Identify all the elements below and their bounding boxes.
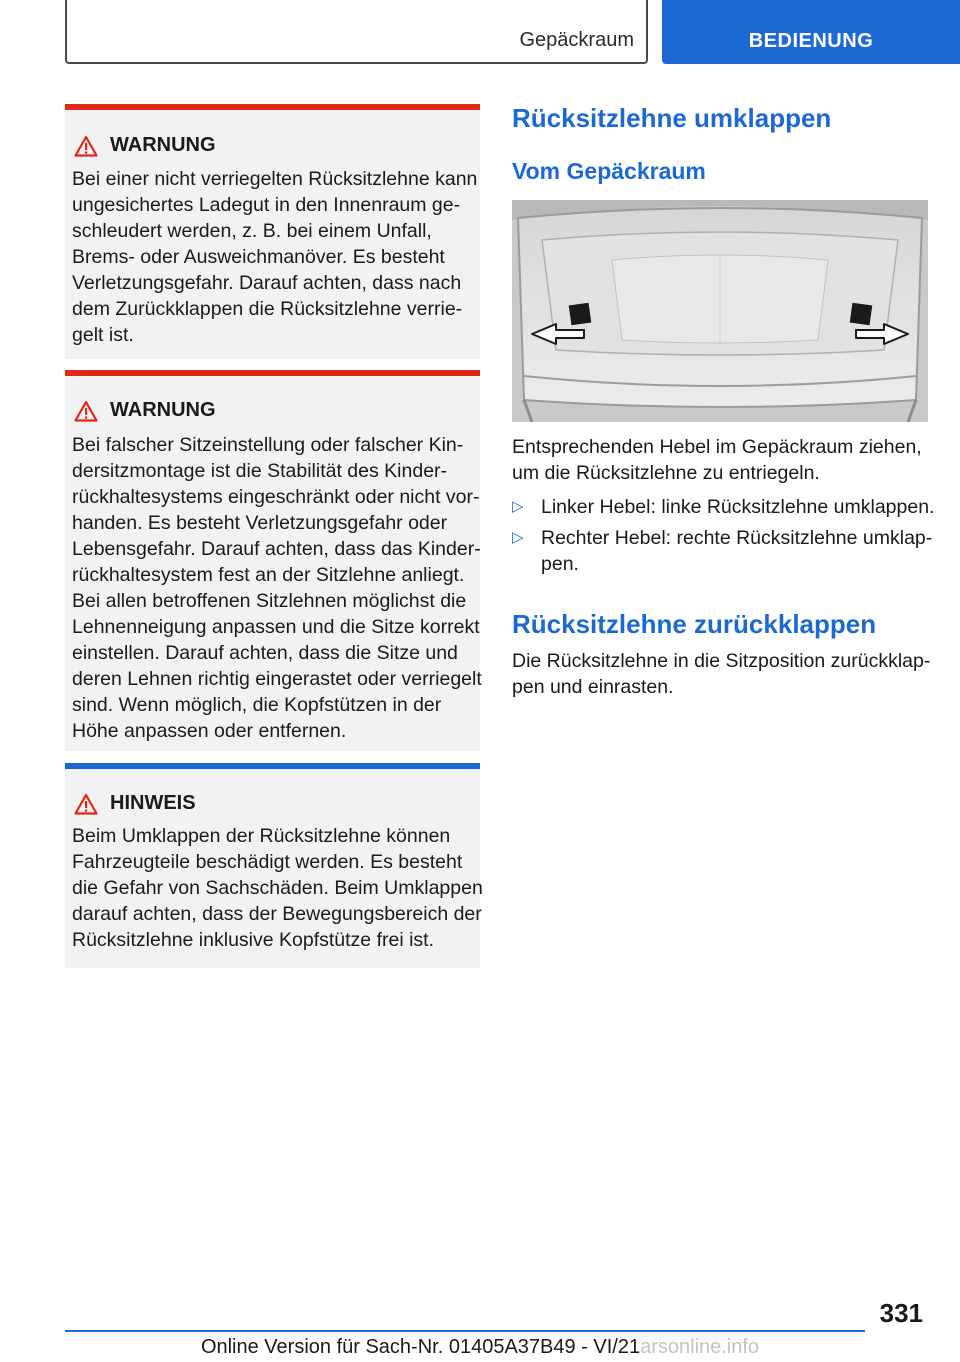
text-line: um die Rücksitzlehne zu entriegeln. — [512, 462, 820, 484]
text-line: Entsprechenden Hebel im Gepäckraum ziehen, — [512, 436, 922, 458]
notice-text — [72, 823, 482, 953]
warning-box-1 — [65, 104, 480, 359]
warning-triangle-icon — [74, 400, 98, 422]
notice-box — [65, 763, 483, 968]
section-text — [512, 648, 932, 700]
warning-title — [74, 399, 216, 422]
text-line: einstellen. Darauf achten, dass die Sitze und — [72, 642, 458, 664]
warning-title — [74, 134, 216, 157]
text-line: handen. Es besteht Verletzungsgefahr oder — [72, 512, 448, 534]
bullet-text — [541, 494, 934, 520]
warning-bar — [65, 104, 480, 110]
triangle-bullet-icon: ▷ — [512, 498, 524, 515]
text-line: Die Rücksitzlehne in die Sitzposition zurückklap- — [512, 650, 931, 672]
notice-bar — [65, 763, 480, 769]
text-line: deren Lehnen richtig eingerastet oder verriegelt — [72, 668, 482, 690]
text-line: Bei allen betroffenen Sitzlehnen möglichst die — [72, 590, 467, 612]
text-line: pen und einrasten. — [512, 676, 674, 698]
notice-label: HINWEIS — [110, 792, 196, 814]
text-line: rückhaltesystem fest an der Sitzlehne anliegt. — [72, 564, 465, 586]
warning-text — [72, 166, 482, 348]
warning-triangle-icon — [74, 135, 98, 157]
warning-box-2 — [65, 370, 480, 751]
header-section-title: Gepäckraum — [519, 29, 634, 51]
page-number: 331 — [879, 1298, 923, 1328]
text-line: Fahrzeugteile beschädigt werden. Es besteht — [72, 851, 463, 873]
text-line: Bei falscher Sitzeinstellung oder falscher Kin- — [72, 434, 464, 456]
warning-label: WARNUNG — [110, 134, 216, 156]
footer-line — [0, 1336, 960, 1359]
notice-triangle-icon — [74, 793, 98, 815]
section-heading-fold: Rücksitzlehne umklappen — [512, 103, 832, 133]
text-line: Linker Hebel: linke Rücksitzlehne umklappen. — [541, 496, 935, 518]
text-line: die Gefahr von Sachschäden. Beim Umklappen — [72, 877, 483, 899]
text-line: schleudert werden, z. B. bei einem Unfall, — [72, 220, 432, 242]
footer-text: Online Version für Sach-Nr. 01405A37B49 - VI/21 — [200, 1336, 641, 1358]
warning-label: WARNUNG — [110, 399, 216, 421]
text-line: dersitzmontage ist die Stabilität des Kinder- — [72, 460, 448, 482]
warning-text — [72, 432, 482, 744]
instruction-text — [512, 434, 932, 486]
text-line: Lebensgefahr. Darauf achten, dass das Kinder- — [72, 538, 481, 560]
text-line: gelt ist. — [72, 324, 134, 346]
triangle-bullet-icon: ▷ — [512, 529, 524, 546]
text-line: rückhaltesystems eingeschränkt oder nicht vor- — [72, 486, 480, 508]
text-line: Höhe anpassen oder entfernen. — [72, 720, 347, 742]
text-line: ungesichertes Ladegut in den Innenraum ge- — [72, 194, 461, 216]
subsection-heading: Vom Gepäckraum — [512, 158, 706, 184]
text-line: Brems- oder Ausweichmanöver. Es besteht — [72, 246, 445, 268]
section-heading-return: Rücksitzlehne zurückklappen — [512, 609, 877, 639]
bullet-text — [541, 525, 932, 577]
watermark-text: arsonline.info — [640, 1336, 760, 1358]
text-line: dem Zurückklappen die Rücksitzlehne verrie- — [72, 298, 463, 320]
notice-title — [74, 792, 196, 815]
text-line: Bei einer nicht verriegelten Rücksitzlehne kann — [72, 168, 478, 190]
text-line: pen. — [541, 553, 579, 575]
text-line: sind. Wenn möglich, die Kopfstützen in der — [72, 694, 442, 716]
trunk-illustration — [512, 200, 928, 422]
text-line: darauf achten, dass der Bewegungsbereich der — [72, 903, 482, 925]
header-chapter-tab — [662, 0, 960, 64]
warning-bar — [65, 370, 480, 376]
text-line: Beim Umklappen der Rücksitzlehne können — [72, 825, 451, 847]
header-chapter-label: BEDIENUNG — [748, 30, 874, 52]
header-section-box — [65, 0, 648, 64]
text-line: Rechter Hebel: rechte Rücksitzlehne umklap- — [541, 527, 933, 549]
text-line: Lehnenneigung anpassen und die Sitze korrekt — [72, 616, 480, 638]
text-line: Verletzungsgefahr. Darauf achten, dass nach — [72, 272, 462, 294]
footer-divider — [65, 1330, 865, 1332]
text-line: Rücksitzlehne inklusive Kopfstütze frei ist. — [72, 929, 434, 951]
